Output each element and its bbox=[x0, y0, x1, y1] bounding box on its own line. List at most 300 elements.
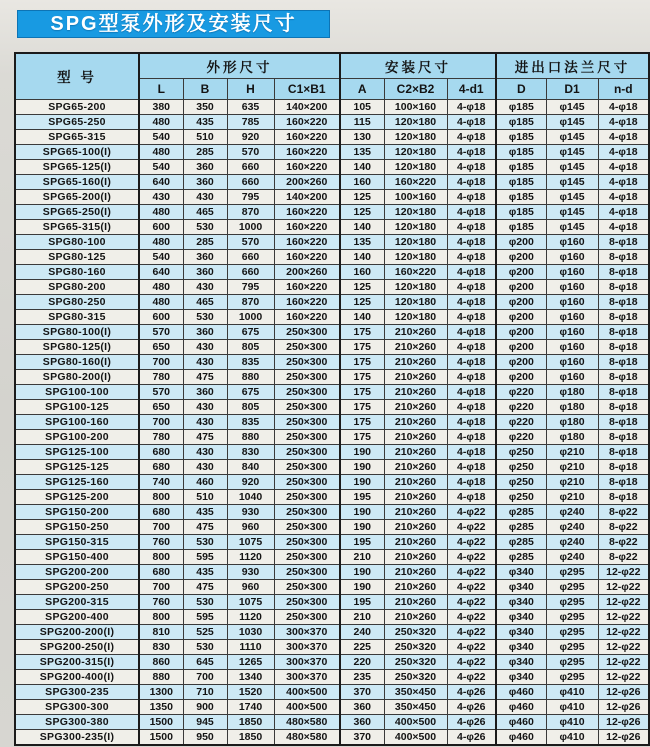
value-cell: 120×180 bbox=[384, 219, 447, 234]
value-cell: 160×220 bbox=[274, 294, 340, 309]
value-cell: φ210 bbox=[546, 489, 598, 504]
value-cell: 250×300 bbox=[274, 369, 340, 384]
value-cell: 540 bbox=[139, 249, 183, 264]
value-cell: φ185 bbox=[496, 189, 546, 204]
table-row bbox=[15, 174, 649, 189]
value-cell: φ180 bbox=[546, 399, 598, 414]
value-cell: 8-φ18 bbox=[598, 369, 649, 384]
value-cell: 210×260 bbox=[384, 579, 447, 594]
col-header-A: A bbox=[340, 78, 384, 99]
value-cell: 430 bbox=[183, 339, 227, 354]
value-cell: 4-φ26 bbox=[447, 684, 496, 699]
table-row bbox=[15, 279, 649, 294]
value-cell: 4-φ18 bbox=[598, 204, 649, 219]
value-cell: 785 bbox=[227, 114, 274, 129]
value-cell: φ340 bbox=[496, 579, 546, 594]
value-cell: 430 bbox=[183, 444, 227, 459]
value-cell: φ145 bbox=[546, 219, 598, 234]
value-cell: 4-φ22 bbox=[447, 639, 496, 654]
value-cell: 120×180 bbox=[384, 129, 447, 144]
value-cell: 540 bbox=[139, 159, 183, 174]
value-cell: 250×300 bbox=[274, 414, 340, 429]
value-cell: 870 bbox=[227, 204, 274, 219]
value-cell: 195 bbox=[340, 594, 384, 609]
value-cell: φ200 bbox=[496, 339, 546, 354]
value-cell: 780 bbox=[139, 429, 183, 444]
value-cell: 650 bbox=[139, 399, 183, 414]
value-cell: 4-φ18 bbox=[447, 144, 496, 159]
value-cell: 540 bbox=[139, 129, 183, 144]
value-cell: 210×260 bbox=[384, 354, 447, 369]
value-cell: 4-φ22 bbox=[447, 564, 496, 579]
value-cell: 210×260 bbox=[384, 504, 447, 519]
model-cell: SPG80-160 bbox=[15, 264, 139, 279]
value-cell: 8-φ18 bbox=[598, 459, 649, 474]
value-cell: 800 bbox=[139, 489, 183, 504]
table-row bbox=[15, 564, 649, 579]
page-title: SPG型泵外形及安装尺寸 bbox=[17, 10, 330, 38]
value-cell: 200×260 bbox=[274, 264, 340, 279]
value-cell: 350×450 bbox=[384, 684, 447, 699]
value-cell: 250×300 bbox=[274, 564, 340, 579]
value-cell: 210×260 bbox=[384, 534, 447, 549]
value-cell: 460 bbox=[183, 474, 227, 489]
model-cell: SPG80-315 bbox=[15, 309, 139, 324]
table-header bbox=[15, 53, 649, 99]
value-cell: 680 bbox=[139, 564, 183, 579]
table-row bbox=[15, 729, 649, 745]
value-cell: 1120 bbox=[227, 549, 274, 564]
value-cell: 400×500 bbox=[384, 714, 447, 729]
value-cell: 140 bbox=[340, 249, 384, 264]
value-cell: 600 bbox=[139, 309, 183, 324]
table-row bbox=[15, 114, 649, 129]
value-cell: 595 bbox=[183, 609, 227, 624]
value-cell: 1740 bbox=[227, 699, 274, 714]
value-cell: 1350 bbox=[139, 699, 183, 714]
value-cell: 12-φ22 bbox=[598, 609, 649, 624]
value-cell: 880 bbox=[227, 429, 274, 444]
value-cell: 360 bbox=[183, 174, 227, 189]
value-cell: 4-φ18 bbox=[447, 339, 496, 354]
value-cell: 4-φ18 bbox=[447, 459, 496, 474]
value-cell: 480 bbox=[139, 144, 183, 159]
value-cell: 4-φ18 bbox=[447, 174, 496, 189]
value-cell: 160×220 bbox=[274, 159, 340, 174]
value-cell: 250×300 bbox=[274, 384, 340, 399]
value-cell: 4-φ18 bbox=[447, 279, 496, 294]
model-cell: SPG100-200 bbox=[15, 429, 139, 444]
value-cell: 175 bbox=[340, 324, 384, 339]
value-cell: 210×260 bbox=[384, 369, 447, 384]
value-cell: 430 bbox=[183, 399, 227, 414]
value-cell: 175 bbox=[340, 414, 384, 429]
value-cell: 475 bbox=[183, 519, 227, 534]
value-cell: 475 bbox=[183, 579, 227, 594]
value-cell: φ240 bbox=[546, 534, 598, 549]
value-cell: 120×180 bbox=[384, 114, 447, 129]
value-cell: φ145 bbox=[546, 114, 598, 129]
value-cell: 835 bbox=[227, 354, 274, 369]
value-cell: 700 bbox=[139, 354, 183, 369]
table-row bbox=[15, 639, 649, 654]
value-cell: 8-φ18 bbox=[598, 384, 649, 399]
value-cell: φ410 bbox=[546, 729, 598, 745]
model-cell: SPG300-380 bbox=[15, 714, 139, 729]
value-cell: 4-φ18 bbox=[598, 219, 649, 234]
value-cell: 800 bbox=[139, 609, 183, 624]
model-cell: SPG125-160 bbox=[15, 474, 139, 489]
value-cell: 250×300 bbox=[274, 459, 340, 474]
value-cell: 930 bbox=[227, 504, 274, 519]
value-cell: 1850 bbox=[227, 714, 274, 729]
value-cell: 8-φ18 bbox=[598, 264, 649, 279]
value-cell: φ460 bbox=[496, 714, 546, 729]
value-cell: φ200 bbox=[496, 264, 546, 279]
value-cell: 8-φ18 bbox=[598, 249, 649, 264]
value-cell: φ200 bbox=[496, 279, 546, 294]
value-cell: φ250 bbox=[496, 444, 546, 459]
value-cell: 125 bbox=[340, 189, 384, 204]
value-cell: 4-φ18 bbox=[598, 114, 649, 129]
value-cell: 300×370 bbox=[274, 624, 340, 639]
value-cell: 250×300 bbox=[274, 549, 340, 564]
value-cell: 360 bbox=[183, 264, 227, 279]
value-cell: 880 bbox=[227, 369, 274, 384]
value-cell: 510 bbox=[183, 129, 227, 144]
table-row bbox=[15, 594, 649, 609]
value-cell: 4-φ18 bbox=[447, 99, 496, 114]
value-cell: 400×500 bbox=[274, 699, 340, 714]
value-cell: 1500 bbox=[139, 714, 183, 729]
value-cell: 350×450 bbox=[384, 699, 447, 714]
model-cell: SPG65-315 bbox=[15, 129, 139, 144]
table-row bbox=[15, 579, 649, 594]
table-row bbox=[15, 234, 649, 249]
value-cell: 1000 bbox=[227, 309, 274, 324]
value-cell: φ285 bbox=[496, 519, 546, 534]
value-cell: 120×180 bbox=[384, 204, 447, 219]
value-cell: 300×370 bbox=[274, 639, 340, 654]
value-cell: 4-φ18 bbox=[447, 159, 496, 174]
table-row bbox=[15, 99, 649, 114]
value-cell: 8-φ18 bbox=[598, 309, 649, 324]
value-cell: 1500 bbox=[139, 729, 183, 745]
value-cell: 4-φ18 bbox=[598, 189, 649, 204]
value-cell: 140×200 bbox=[274, 189, 340, 204]
value-cell: 475 bbox=[183, 429, 227, 444]
value-cell: 125 bbox=[340, 204, 384, 219]
value-cell: 250×300 bbox=[274, 609, 340, 624]
model-cell: SPG150-200 bbox=[15, 504, 139, 519]
value-cell: 300×370 bbox=[274, 669, 340, 684]
table-row bbox=[15, 429, 649, 444]
value-cell: 190 bbox=[340, 564, 384, 579]
value-cell: 595 bbox=[183, 549, 227, 564]
value-cell: 675 bbox=[227, 324, 274, 339]
value-cell: 175 bbox=[340, 384, 384, 399]
value-cell: 4-φ22 bbox=[447, 669, 496, 684]
value-cell: 360 bbox=[183, 159, 227, 174]
value-cell: 530 bbox=[183, 219, 227, 234]
value-cell: 4-φ22 bbox=[447, 549, 496, 564]
value-cell: 835 bbox=[227, 414, 274, 429]
value-cell: 250×300 bbox=[274, 399, 340, 414]
value-cell: 160×220 bbox=[274, 249, 340, 264]
col-header-D: D bbox=[496, 78, 546, 99]
model-cell: SPG200-400(I) bbox=[15, 669, 139, 684]
value-cell: φ240 bbox=[546, 504, 598, 519]
model-cell: SPG100-125 bbox=[15, 399, 139, 414]
value-cell: 135 bbox=[340, 144, 384, 159]
value-cell: 120×180 bbox=[384, 279, 447, 294]
value-cell: 210×260 bbox=[384, 594, 447, 609]
model-cell: SPG100-100 bbox=[15, 384, 139, 399]
value-cell: 930 bbox=[227, 564, 274, 579]
value-cell: 1040 bbox=[227, 489, 274, 504]
value-cell: 250×300 bbox=[274, 594, 340, 609]
model-cell: SPG125-125 bbox=[15, 459, 139, 474]
table-row bbox=[15, 654, 649, 669]
value-cell: 880 bbox=[139, 669, 183, 684]
table-row bbox=[15, 684, 649, 699]
value-cell: φ185 bbox=[496, 219, 546, 234]
value-cell: 4-φ22 bbox=[447, 519, 496, 534]
value-cell: 4-φ18 bbox=[447, 489, 496, 504]
model-cell: SPG150-250 bbox=[15, 519, 139, 534]
value-cell: 430 bbox=[183, 354, 227, 369]
value-cell: 480 bbox=[139, 234, 183, 249]
value-cell: φ185 bbox=[496, 174, 546, 189]
value-cell: 190 bbox=[340, 444, 384, 459]
value-cell: 8-φ18 bbox=[598, 489, 649, 504]
value-cell: 135 bbox=[340, 234, 384, 249]
value-cell: 8-φ18 bbox=[598, 399, 649, 414]
value-cell: 160×220 bbox=[274, 204, 340, 219]
value-cell: 250×320 bbox=[384, 669, 447, 684]
value-cell: 160×220 bbox=[274, 234, 340, 249]
value-cell: φ285 bbox=[496, 534, 546, 549]
value-cell: 4-φ18 bbox=[447, 204, 496, 219]
value-cell: 1075 bbox=[227, 534, 274, 549]
value-cell: 570 bbox=[139, 324, 183, 339]
value-cell: φ200 bbox=[496, 294, 546, 309]
value-cell: 250×320 bbox=[384, 624, 447, 639]
table-row bbox=[15, 249, 649, 264]
value-cell: 4-φ18 bbox=[447, 264, 496, 279]
col-header-H: H bbox=[227, 78, 274, 99]
value-cell: 160×220 bbox=[274, 309, 340, 324]
value-cell: 160×220 bbox=[274, 114, 340, 129]
col-group-flange-dims: 进出口法兰尺寸 bbox=[496, 53, 649, 78]
value-cell: φ160 bbox=[546, 294, 598, 309]
value-cell: φ145 bbox=[546, 129, 598, 144]
value-cell: 285 bbox=[183, 234, 227, 249]
value-cell: 120×180 bbox=[384, 294, 447, 309]
value-cell: 4-φ22 bbox=[447, 624, 496, 639]
value-cell: φ185 bbox=[496, 114, 546, 129]
value-cell: 640 bbox=[139, 264, 183, 279]
value-cell: 160 bbox=[340, 174, 384, 189]
table-row bbox=[15, 309, 649, 324]
value-cell: 1120 bbox=[227, 609, 274, 624]
value-cell: φ160 bbox=[546, 369, 598, 384]
value-cell: 4-φ26 bbox=[447, 699, 496, 714]
table-row bbox=[15, 204, 649, 219]
value-cell: 140 bbox=[340, 219, 384, 234]
value-cell: φ160 bbox=[546, 354, 598, 369]
value-cell: 8-φ18 bbox=[598, 444, 649, 459]
value-cell: 4-φ18 bbox=[447, 219, 496, 234]
value-cell: 210×260 bbox=[384, 489, 447, 504]
value-cell: 175 bbox=[340, 399, 384, 414]
model-cell: SPG80-160(I) bbox=[15, 354, 139, 369]
value-cell: φ210 bbox=[546, 444, 598, 459]
model-cell: SPG80-200(I) bbox=[15, 369, 139, 384]
value-cell: 100×160 bbox=[384, 189, 447, 204]
table-row bbox=[15, 399, 649, 414]
value-cell: 795 bbox=[227, 189, 274, 204]
value-cell: 210×260 bbox=[384, 564, 447, 579]
table-row bbox=[15, 324, 649, 339]
value-cell: 900 bbox=[183, 699, 227, 714]
value-cell: 700 bbox=[139, 414, 183, 429]
value-cell: 480 bbox=[139, 279, 183, 294]
table-row bbox=[15, 699, 649, 714]
table-row bbox=[15, 714, 649, 729]
value-cell: 175 bbox=[340, 339, 384, 354]
table-body bbox=[15, 99, 649, 745]
value-cell: 360 bbox=[183, 249, 227, 264]
value-cell: 12-φ22 bbox=[598, 639, 649, 654]
value-cell: 805 bbox=[227, 399, 274, 414]
value-cell: 945 bbox=[183, 714, 227, 729]
value-cell: 680 bbox=[139, 459, 183, 474]
value-cell: 4-φ22 bbox=[447, 579, 496, 594]
col-header-n-d: n-d bbox=[598, 78, 649, 99]
value-cell: 210×260 bbox=[384, 609, 447, 624]
table-row bbox=[15, 549, 649, 564]
value-cell: 795 bbox=[227, 279, 274, 294]
value-cell: 8-φ22 bbox=[598, 504, 649, 519]
value-cell: φ185 bbox=[496, 159, 546, 174]
model-cell: SPG300-235 bbox=[15, 684, 139, 699]
value-cell: 4-φ18 bbox=[447, 429, 496, 444]
model-cell: SPG100-160 bbox=[15, 414, 139, 429]
value-cell: 210×260 bbox=[384, 549, 447, 564]
value-cell: 530 bbox=[183, 534, 227, 549]
value-cell: 12-φ26 bbox=[598, 729, 649, 745]
value-cell: 250×300 bbox=[274, 354, 340, 369]
value-cell: 1030 bbox=[227, 624, 274, 639]
value-cell: 1075 bbox=[227, 594, 274, 609]
value-cell: 12-φ22 bbox=[598, 654, 649, 669]
value-cell: 200×260 bbox=[274, 174, 340, 189]
value-cell: φ340 bbox=[496, 639, 546, 654]
model-cell: SPG200-315 bbox=[15, 594, 139, 609]
value-cell: 8-φ18 bbox=[598, 414, 649, 429]
model-cell: SPG125-100 bbox=[15, 444, 139, 459]
value-cell: 4-φ18 bbox=[447, 324, 496, 339]
value-cell: φ185 bbox=[496, 99, 546, 114]
value-cell: φ250 bbox=[496, 474, 546, 489]
value-cell: 250×300 bbox=[274, 519, 340, 534]
model-cell: SPG200-200(I) bbox=[15, 624, 139, 639]
value-cell: 8-φ18 bbox=[598, 474, 649, 489]
value-cell: 4-φ18 bbox=[447, 249, 496, 264]
value-cell: 1340 bbox=[227, 669, 274, 684]
value-cell: φ295 bbox=[546, 624, 598, 639]
value-cell: φ210 bbox=[546, 459, 598, 474]
value-cell: 400×500 bbox=[384, 729, 447, 745]
value-cell: 120×180 bbox=[384, 309, 447, 324]
value-cell: 8-φ18 bbox=[598, 234, 649, 249]
value-cell: 220 bbox=[340, 654, 384, 669]
value-cell: φ220 bbox=[496, 414, 546, 429]
table-row bbox=[15, 159, 649, 174]
value-cell: 225 bbox=[340, 639, 384, 654]
value-cell: 210×260 bbox=[384, 519, 447, 534]
value-cell: φ460 bbox=[496, 729, 546, 745]
value-cell: φ340 bbox=[496, 654, 546, 669]
value-cell: φ145 bbox=[546, 204, 598, 219]
value-cell: 4-φ18 bbox=[447, 354, 496, 369]
col-header-L: L bbox=[139, 78, 183, 99]
value-cell: 195 bbox=[340, 489, 384, 504]
table-row bbox=[15, 474, 649, 489]
value-cell: 8-φ22 bbox=[598, 549, 649, 564]
model-cell: SPG65-315(I) bbox=[15, 219, 139, 234]
value-cell: 920 bbox=[227, 474, 274, 489]
value-cell: 8-φ18 bbox=[598, 429, 649, 444]
value-cell: 4-φ18 bbox=[447, 399, 496, 414]
value-cell: 810 bbox=[139, 624, 183, 639]
value-cell: 210×260 bbox=[384, 459, 447, 474]
value-cell: 210×260 bbox=[384, 429, 447, 444]
col-header-C2xB2: C2×B2 bbox=[384, 78, 447, 99]
value-cell: 4-φ22 bbox=[447, 594, 496, 609]
value-cell: 210 bbox=[340, 609, 384, 624]
value-cell: 190 bbox=[340, 474, 384, 489]
value-cell: 8-φ18 bbox=[598, 279, 649, 294]
value-cell: 4-φ18 bbox=[598, 174, 649, 189]
value-cell: 160×220 bbox=[274, 219, 340, 234]
col-header-C1xB1: C1×B1 bbox=[274, 78, 340, 99]
value-cell: φ285 bbox=[496, 549, 546, 564]
model-cell: SPG150-315 bbox=[15, 534, 139, 549]
value-cell: φ340 bbox=[496, 564, 546, 579]
value-cell: 1265 bbox=[227, 654, 274, 669]
model-cell: SPG300-300 bbox=[15, 699, 139, 714]
value-cell: φ240 bbox=[546, 519, 598, 534]
value-cell: 430 bbox=[183, 279, 227, 294]
value-cell: 360 bbox=[183, 384, 227, 399]
value-cell: 1850 bbox=[227, 729, 274, 745]
value-cell: 680 bbox=[139, 444, 183, 459]
value-cell: 660 bbox=[227, 159, 274, 174]
value-cell: 175 bbox=[340, 429, 384, 444]
value-cell: 700 bbox=[139, 579, 183, 594]
table-row bbox=[15, 414, 649, 429]
value-cell: 760 bbox=[139, 534, 183, 549]
table-row bbox=[15, 339, 649, 354]
value-cell: 125 bbox=[340, 279, 384, 294]
model-cell: SPG150-400 bbox=[15, 549, 139, 564]
model-cell: SPG80-100 bbox=[15, 234, 139, 249]
value-cell: 525 bbox=[183, 624, 227, 639]
value-cell: 4-φ18 bbox=[447, 294, 496, 309]
value-cell: 430 bbox=[183, 189, 227, 204]
